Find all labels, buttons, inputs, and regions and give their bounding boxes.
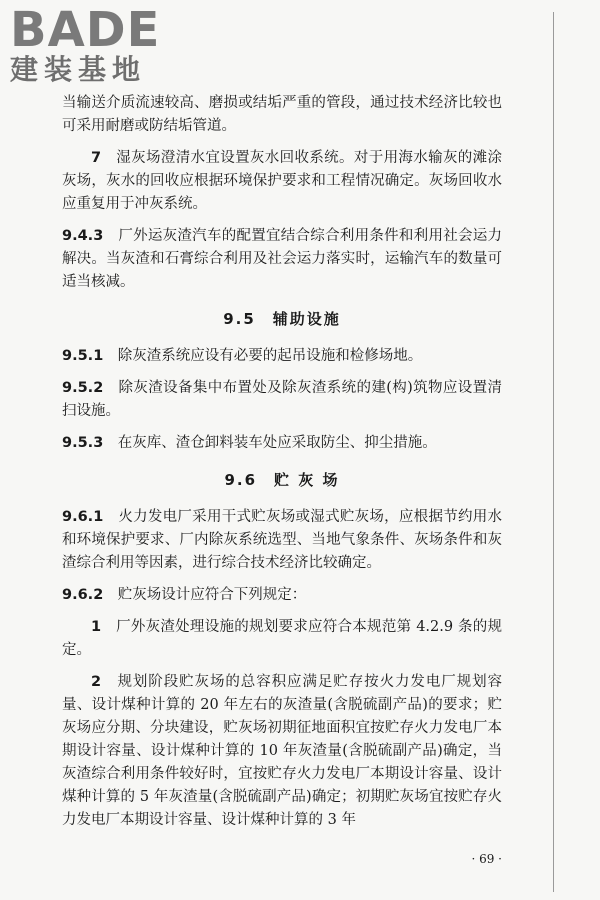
clause-9-6-1	[62, 506, 502, 575]
clause-text: 厂外运灰渣汽车的配置宜结合综合利用条件和利用社会运力解决。当灰渣和石膏综合利用及社会运力落实时，运输汽车的数量可适当核减。	[62, 228, 503, 290]
clause-text: 除灰渣系统应设有必要的起吊设施和检修场地。	[117, 348, 423, 364]
clause-9-5-3	[62, 432, 502, 455]
section-heading-9-6: 9.6 贮 灰 场	[224, 471, 340, 489]
clause-number: 9.6.2	[62, 587, 104, 603]
clause-9-5-2	[62, 377, 502, 423]
clause-9-4-3	[62, 225, 502, 294]
clause-number: 7	[91, 150, 102, 166]
clause-text: 火力发电厂采用干式贮灰场或湿式贮灰场，应根据节约用水和环境保护要求、厂内除灰系统选型、当地气象条件、灰场条件和灰渣综合利用等因素，进行综合技术经济比较确定。	[62, 509, 503, 571]
clause-number: 9.6.1	[62, 509, 104, 525]
clause-9-6-2	[62, 584, 502, 607]
item-text: 厂外灰渣处理设施的规划要求应符合本规范第 4.2.9 条的规定。	[62, 619, 502, 658]
watermark-logo	[10, 4, 160, 86]
item-number: 1	[91, 619, 102, 635]
clause-text: 贮灰场设计应符合下列规定：	[117, 587, 307, 603]
section-heading-9-5: 9.5 辅助设施	[223, 310, 341, 328]
item-text: 规划阶段贮灰场的总容积应满足贮存按火力发电厂规划容量、设计煤种计算的 20 年左右的灰渣量(含脱硫副产品)的要求；贮灰场应分期、分块建设，贮灰场初期征地面积宜按贮存火力发电厂本期设计容量、设计煤种计算的 10 年灰渣量(含脱硫副产品)确定，当灰渣综合利用条件较好时，宜按贮存火力发电厂本期设计容量、设计煤种计算的 5 年灰渣量(含脱硫副产品)确定；初期贮灰场宜按贮存火力发电厂本期设计容量、设计煤种计算的 3 年	[62, 674, 503, 828]
clause-7	[62, 147, 502, 216]
page-number: · 69 ·	[471, 852, 502, 866]
clause-number: 9.5.1	[62, 348, 104, 364]
page-edge-line	[553, 12, 554, 892]
item-1	[62, 616, 502, 662]
item-number: 2	[91, 674, 102, 690]
clause-number: 9.5.2	[62, 380, 104, 396]
clause-9-5-1	[62, 345, 502, 368]
clause-text: 在灰库、渣仓卸料装车处应采取防尘、抑尘措施。	[117, 435, 437, 451]
clause-text: 除灰渣设备集中布置处及除灰渣系统的建(构)筑物应设置清扫设施。	[62, 380, 503, 419]
clause-number: 9.5.3	[62, 435, 104, 451]
clause-text: 湿灰场澄清水宜设置灰水回收系统。对于用海水输灰的滩涂灰场，灰水的回收应根据环境保护要求和工程情况确定。灰场回收水应重复用于冲灰系统。	[62, 150, 503, 212]
logo-subtitle: 建装基地	[10, 53, 147, 86]
clause-number: 9.4.3	[62, 228, 104, 244]
paragraph: 当输送介质流速较高、磨损或结垢严重的管段，通过技术经济比较也可采用耐磨或防结垢管道。	[62, 95, 502, 134]
document-page	[62, 92, 502, 832]
logo-text: BADE	[10, 2, 161, 58]
item-2	[62, 671, 502, 832]
